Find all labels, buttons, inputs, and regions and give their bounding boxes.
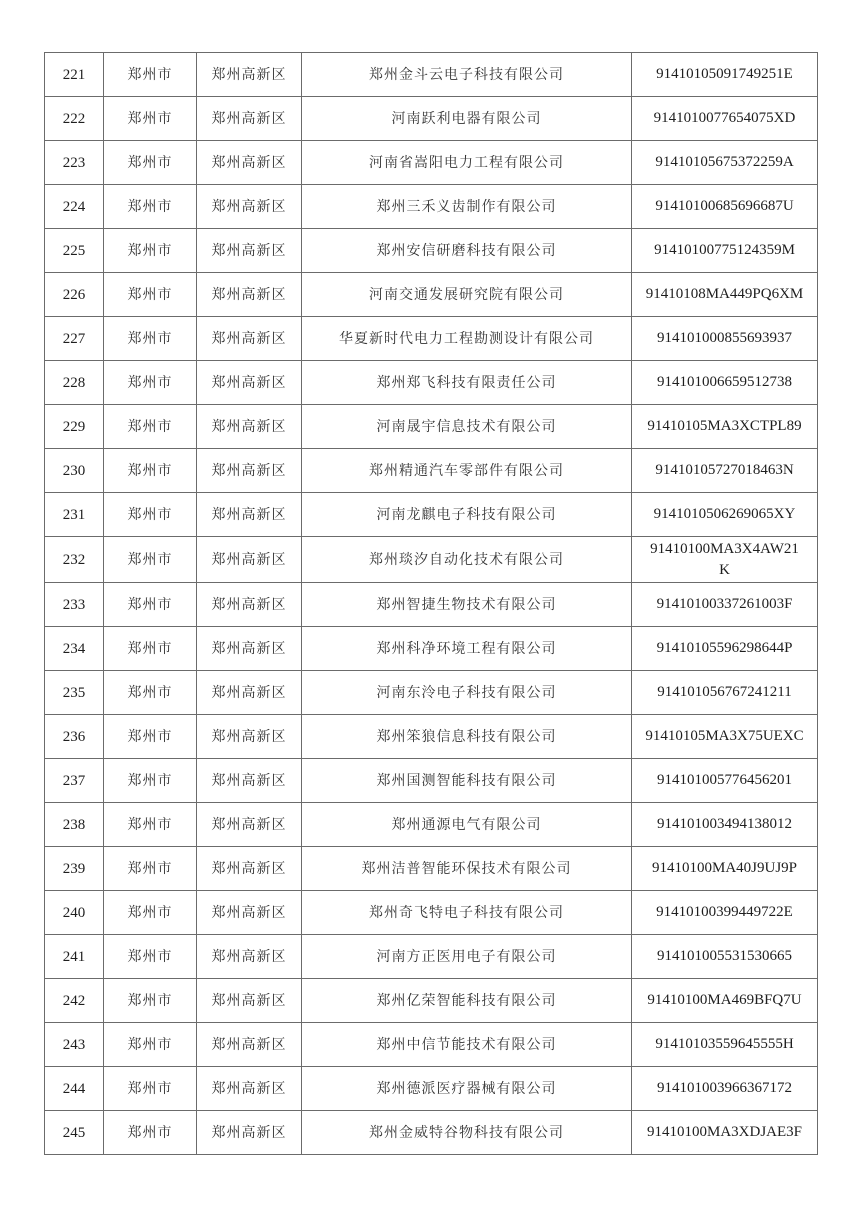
row-number: 244: [45, 1067, 104, 1111]
row-number: 226: [45, 273, 104, 317]
city-cell: 郑州市: [104, 935, 197, 979]
district-cell: 郑州高新区: [197, 97, 302, 141]
company-name-cell: 郑州国测智能科技有限公司: [302, 759, 632, 803]
credit-code-cell: 9141010077654075XD: [632, 97, 818, 141]
credit-code-cell: 91410100MA3X4AW21K: [632, 537, 818, 583]
district-cell: 郑州高新区: [197, 979, 302, 1023]
credit-code-cell: 91410105MA3XCTPL89: [632, 405, 818, 449]
district-cell: 郑州高新区: [197, 229, 302, 273]
table-row: [45, 493, 818, 537]
credit-code-cell: 91410105675372259A: [632, 141, 818, 185]
city-cell: 郑州市: [104, 537, 197, 583]
district-cell: 郑州高新区: [197, 715, 302, 759]
credit-code-cell: 91410100775124359M: [632, 229, 818, 273]
table-row: [45, 847, 818, 891]
credit-code-cell: 91410108MA449PQ6XM: [632, 273, 818, 317]
city-cell: 郑州市: [104, 405, 197, 449]
city-cell: 郑州市: [104, 273, 197, 317]
company-name-cell: 郑州科净环境工程有限公司: [302, 627, 632, 671]
row-number: 245: [45, 1111, 104, 1155]
table-row: [45, 317, 818, 361]
district-cell: 郑州高新区: [197, 537, 302, 583]
row-number: 230: [45, 449, 104, 493]
company-name-cell: 郑州安信研磨科技有限公司: [302, 229, 632, 273]
row-number: 228: [45, 361, 104, 405]
row-number: 232: [45, 537, 104, 583]
row-number: 238: [45, 803, 104, 847]
credit-code-cell: 91410100MA3XDJAE3F: [632, 1111, 818, 1155]
table-row: [45, 803, 818, 847]
city-cell: 郑州市: [104, 583, 197, 627]
row-number: 236: [45, 715, 104, 759]
city-cell: 郑州市: [104, 803, 197, 847]
city-cell: 郑州市: [104, 317, 197, 361]
table-row: [45, 627, 818, 671]
city-cell: 郑州市: [104, 185, 197, 229]
table-row: [45, 449, 818, 493]
credit-code-cell: 91410100MA40J9UJ9P: [632, 847, 818, 891]
row-number: 243: [45, 1023, 104, 1067]
credit-code-cell: 914101005531530665: [632, 935, 818, 979]
city-cell: 郑州市: [104, 671, 197, 715]
company-name-cell: 河南方正医用电子有限公司: [302, 935, 632, 979]
row-number: 222: [45, 97, 104, 141]
credit-code-cell: 91410103559645555H: [632, 1023, 818, 1067]
row-number: 229: [45, 405, 104, 449]
row-number: 221: [45, 53, 104, 97]
district-cell: 郑州高新区: [197, 1111, 302, 1155]
table-body: [45, 53, 818, 1155]
company-name-cell: 郑州亿荣智能科技有限公司: [302, 979, 632, 1023]
company-name-cell: 郑州通源电气有限公司: [302, 803, 632, 847]
district-cell: 郑州高新区: [197, 493, 302, 537]
company-name-cell: 郑州金威特谷物科技有限公司: [302, 1111, 632, 1155]
row-number: 224: [45, 185, 104, 229]
city-cell: 郑州市: [104, 1111, 197, 1155]
company-name-cell: 河南跃利电器有限公司: [302, 97, 632, 141]
credit-code-cell: 91410100337261003F: [632, 583, 818, 627]
table-row: [45, 141, 818, 185]
row-number: 223: [45, 141, 104, 185]
district-cell: 郑州高新区: [197, 1067, 302, 1111]
table-row: [45, 715, 818, 759]
company-name-cell: 郑州郑飞科技有限责任公司: [302, 361, 632, 405]
credit-code-cell: 914101056767241211: [632, 671, 818, 715]
district-cell: 郑州高新区: [197, 583, 302, 627]
table-row: [45, 1111, 818, 1155]
city-cell: 郑州市: [104, 627, 197, 671]
row-number: 234: [45, 627, 104, 671]
credit-code-cell: 914101006659512738: [632, 361, 818, 405]
company-name-cell: 郑州中信节能技术有限公司: [302, 1023, 632, 1067]
credit-code-cell: 91410100MA469BFQ7U: [632, 979, 818, 1023]
district-cell: 郑州高新区: [197, 803, 302, 847]
company-name-cell: 华夏新时代电力工程勘测设计有限公司: [302, 317, 632, 361]
table-row: [45, 1023, 818, 1067]
company-name-cell: 郑州智捷生物技术有限公司: [302, 583, 632, 627]
district-cell: 郑州高新区: [197, 273, 302, 317]
district-cell: 郑州高新区: [197, 185, 302, 229]
city-cell: 郑州市: [104, 1067, 197, 1111]
district-cell: 郑州高新区: [197, 449, 302, 493]
credit-code-cell: 91410105596298644P: [632, 627, 818, 671]
table-row: [45, 979, 818, 1023]
credit-code-cell: 91410100399449722E: [632, 891, 818, 935]
city-cell: 郑州市: [104, 229, 197, 273]
credit-code-cell: 91410100685696687U: [632, 185, 818, 229]
company-name-cell: 河南龙麒电子科技有限公司: [302, 493, 632, 537]
city-cell: 郑州市: [104, 141, 197, 185]
district-cell: 郑州高新区: [197, 53, 302, 97]
company-name-cell: 郑州奇飞特电子科技有限公司: [302, 891, 632, 935]
credit-code-cell: 91410105727018463N: [632, 449, 818, 493]
district-cell: 郑州高新区: [197, 847, 302, 891]
district-cell: 郑州高新区: [197, 1023, 302, 1067]
table-row: [45, 759, 818, 803]
table-row: [45, 229, 818, 273]
company-name-cell: 郑州琰汐自动化技术有限公司: [302, 537, 632, 583]
city-cell: 郑州市: [104, 53, 197, 97]
company-name-cell: 河南东泠电子科技有限公司: [302, 671, 632, 715]
city-cell: 郑州市: [104, 759, 197, 803]
row-number: 237: [45, 759, 104, 803]
company-name-cell: 郑州德派医疗器械有限公司: [302, 1067, 632, 1111]
company-name-cell: 郑州笨狼信息科技有限公司: [302, 715, 632, 759]
credit-code-cell: 914101005776456201: [632, 759, 818, 803]
company-name-cell: 郑州精通汽车零部件有限公司: [302, 449, 632, 493]
credit-code-cell: 914101003494138012: [632, 803, 818, 847]
city-cell: 郑州市: [104, 361, 197, 405]
city-cell: 郑州市: [104, 449, 197, 493]
table-row: [45, 935, 818, 979]
city-cell: 郑州市: [104, 715, 197, 759]
table-row: [45, 361, 818, 405]
city-cell: 郑州市: [104, 979, 197, 1023]
company-name-cell: 河南晟宇信息技术有限公司: [302, 405, 632, 449]
credit-code-cell: 914101003966367172: [632, 1067, 818, 1111]
district-cell: 郑州高新区: [197, 627, 302, 671]
row-number: 240: [45, 891, 104, 935]
company-name-cell: 郑州洁普智能环保技术有限公司: [302, 847, 632, 891]
table-row: [45, 273, 818, 317]
table-row: [45, 405, 818, 449]
company-name-cell: 河南交通发展研究院有限公司: [302, 273, 632, 317]
table-row: [45, 185, 818, 229]
row-number: 242: [45, 979, 104, 1023]
city-cell: 郑州市: [104, 97, 197, 141]
table-row: [45, 53, 818, 97]
district-cell: 郑州高新区: [197, 671, 302, 715]
credit-code-cell: 91410105MA3X75UEXC: [632, 715, 818, 759]
row-number: 231: [45, 493, 104, 537]
credit-code-cell: 914101000855693937: [632, 317, 818, 361]
row-number: 235: [45, 671, 104, 715]
company-name-cell: 郑州三禾义齿制作有限公司: [302, 185, 632, 229]
district-cell: 郑州高新区: [197, 759, 302, 803]
district-cell: 郑州高新区: [197, 317, 302, 361]
row-number: 239: [45, 847, 104, 891]
table-row: [45, 537, 818, 583]
company-name-cell: 河南省嵩阳电力工程有限公司: [302, 141, 632, 185]
row-number: 227: [45, 317, 104, 361]
table-row: [45, 891, 818, 935]
row-number: 241: [45, 935, 104, 979]
credit-code-cell: 91410105091749251E: [632, 53, 818, 97]
row-number: 225: [45, 229, 104, 273]
credit-code-cell: 9141010506269065XY: [632, 493, 818, 537]
district-cell: 郑州高新区: [197, 141, 302, 185]
city-cell: 郑州市: [104, 493, 197, 537]
table-row: [45, 671, 818, 715]
district-cell: 郑州高新区: [197, 361, 302, 405]
district-cell: 郑州高新区: [197, 935, 302, 979]
city-cell: 郑州市: [104, 891, 197, 935]
company-registry-table: [44, 52, 818, 1155]
row-number: 233: [45, 583, 104, 627]
city-cell: 郑州市: [104, 1023, 197, 1067]
table-row: [45, 1067, 818, 1111]
table-row: [45, 97, 818, 141]
district-cell: 郑州高新区: [197, 891, 302, 935]
table-row: [45, 583, 818, 627]
district-cell: 郑州高新区: [197, 405, 302, 449]
city-cell: 郑州市: [104, 847, 197, 891]
company-name-cell: 郑州金斗云电子科技有限公司: [302, 53, 632, 97]
